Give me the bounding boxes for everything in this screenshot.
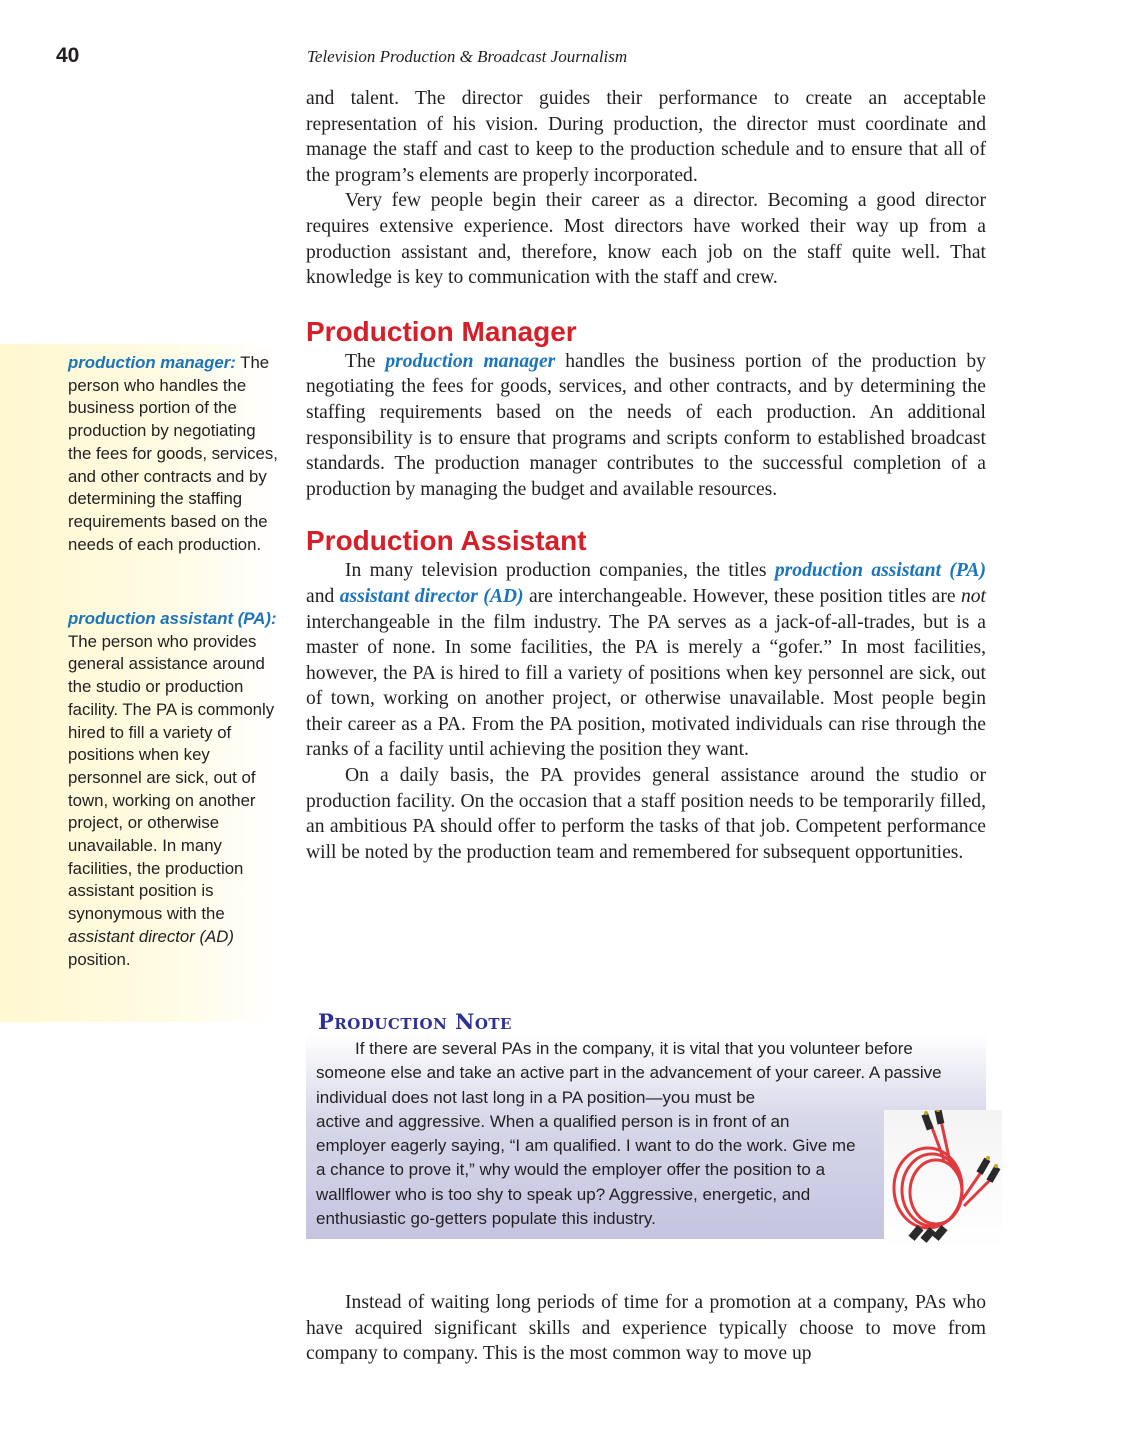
glossary-definition: The person who provides general assistance around the studio or production facility. The PA is commonly hired to fill a variety of positions when key personnel are sick, out of town, working on another project, or otherwise unavailable. In many facilities, the production assistant position is synonymous with the xyxy=(68,631,275,924)
continuation-text xyxy=(306,1290,986,1367)
page-number: 40 xyxy=(56,44,80,67)
paragraph: and talent. The director guides their performance to create an acceptable representation of his vision. During production, the director must coordinate and manage the staff and cast to keep to the production schedule and to ensure that all of the program’s elements are properly incorporated. xyxy=(306,88,986,186)
paragraph: On a daily basis, the PA provides general assistance around the studio or production facility. On the occasion that a staff position needs to be temporarily filled, an ambitious PA should offer to perform the tasks of that job. Competent performance will be noted by the production team and remembered for subsequent opportunities. xyxy=(306,765,986,863)
paragraph: Instead of waiting long periods of time for a promotion at a company, PAs who have acquired significant skills and experience typically choose to move from company to company. This is the most common way to move up xyxy=(306,1292,986,1365)
production-note-title: Production Note xyxy=(318,1009,512,1034)
key-term: production assistant (PA) xyxy=(774,560,986,582)
section-heading-production-assistant: Production Assistant xyxy=(306,525,587,557)
text: handles the business portion of the production by negotiating the fees for goods, services, and other contracts, and by determining the staffing requirements based on the needs of each production. An additional responsibility is to ensure that programs and scripts conform to established broadcast standards. The production manager contributes to the successful completion of a production by managing the budget and available resources. xyxy=(306,350,986,500)
glossary-term: production manager: xyxy=(68,353,236,372)
emphasis: not xyxy=(960,585,986,607)
glossary-entry-production-manager xyxy=(68,352,278,556)
text: In many television production companies, the titles xyxy=(345,560,775,582)
section-heading-production-manager: Production Manager xyxy=(306,315,577,347)
running-head: Television Production & Broadcast Journalism xyxy=(307,47,628,66)
note-text-narrow: active and aggressive. When a qualified person is in front of an employer eagerly saying, “I am qualified. I want to do the work. Give me a chance to prove it,” why would the employer offer the position to a wallflower who is too shy to speak up? Aggressive, energetic, and enthusiastic go-getters populate this industry. xyxy=(316,1111,856,1229)
cable-image xyxy=(884,1110,1002,1248)
main-body xyxy=(306,86,986,865)
rca-cable-icon xyxy=(884,1110,1002,1248)
text: interchangeable in the film industry. The PA serves as a jack-of-all-trades, but is a master of none. In some facilities, the PA is merely a “gofer.” In most facilities, however, the PA is hired to fill a variety of positions when key personnel are sick, out of town, working on another project, or otherwise unavailable. Most people begin their career as a PA. From the PA position, motivated individuals can rise through the ranks of a facility until achieving the position they want. xyxy=(306,611,986,761)
key-term: production manager xyxy=(385,350,556,372)
paragraph: Very few people begin their career as a director. Becoming a good director requires extensive experience. Most directors have worked their way up from a production assistant and, therefore, know each job on the staff quite well. That knowledge is key to communication with the staff and crew. xyxy=(306,190,986,289)
glossary-definition: The person who handles the business portion of the production by negotiating the fees for goods, services, and other contracts and by determining the staffing requirements based on the needs of each production. xyxy=(68,353,278,554)
glossary-term: production assistant (PA): xyxy=(68,609,277,628)
text: and xyxy=(306,585,340,607)
text: are interchangeable. However, these position titles are xyxy=(523,585,961,607)
key-term: assistant director (AD) xyxy=(339,585,524,607)
paragraph xyxy=(306,349,986,503)
glossary-entry-production-assistant xyxy=(68,608,278,971)
glossary-definition: position. xyxy=(68,949,131,969)
glossary-definition-italic: assistant director (AD) xyxy=(68,926,234,946)
paragraph xyxy=(306,558,986,763)
note-text-wide: If there are several PAs in the company, it is vital that you volunteer before someone else and take an active part in the advancement of your career. A passive individual does not last long in a PA position—you must be xyxy=(316,1039,942,1107)
text: The xyxy=(345,350,386,372)
